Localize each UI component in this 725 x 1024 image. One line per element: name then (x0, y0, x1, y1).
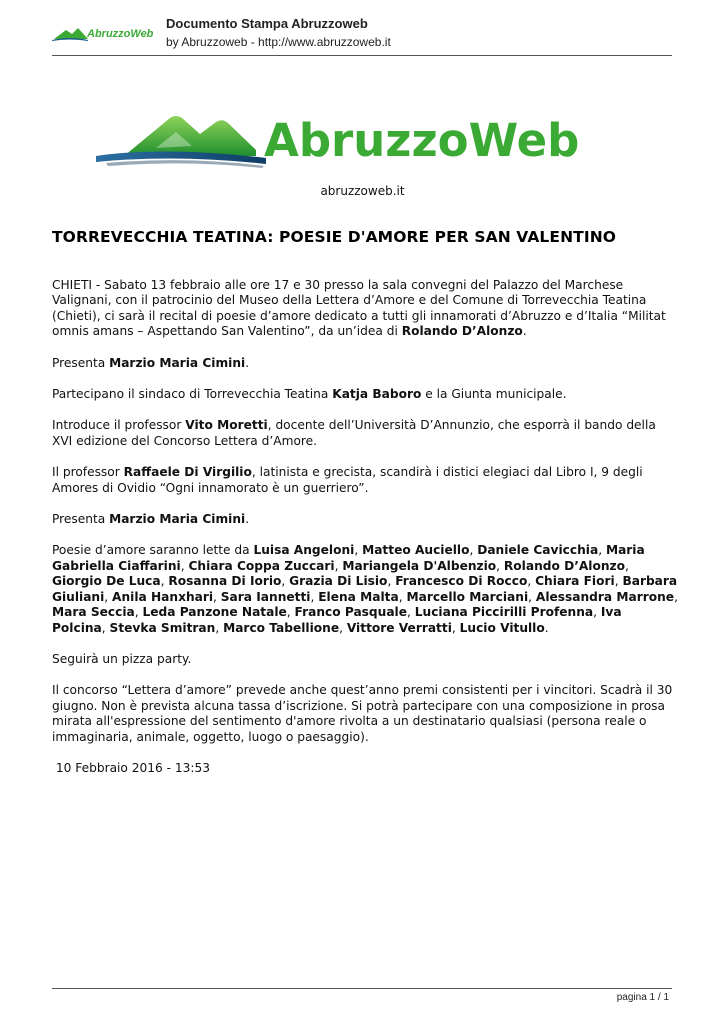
reader-name: Sara Iannetti (220, 589, 311, 604)
paragraph-contest: Il concorso “Lettera d’amore” prevede anche quest’anno premi consistenti per i vincitori. Scadrà il 30 giugno. Non è prevista alcuna tassa d’iscrizione. Si potrà partecipare con una composizione in prosa mirata all'espressione del sentimento d'amore rivolta a un destinatario qualsiasi (persona reale o immaginaria, animale, oggetto, luogo o paesaggio). (52, 683, 673, 744)
reader-name: Alessandra Marrone (535, 589, 675, 604)
small-logo-text: AbruzzoWeb (87, 28, 154, 40)
article-title: TORREVECCHIA TEATINA: POESIE D'AMORE PER SAN VALENTINO (52, 228, 617, 246)
reader-name: Leda Panzone Natale (142, 605, 287, 620)
page-number: pagina 1 / 1 (616, 992, 669, 1003)
publication-date: 10 Febbraio 2016 - 13:53 (52, 760, 211, 775)
reader-name: Franco Pasquale (294, 605, 407, 620)
reader-name: Barbara Giuliani (52, 574, 678, 604)
logo-text: AbruzzoWeb (264, 114, 580, 167)
reader-name: Maria Gabriella Ciaffarini (52, 543, 645, 573)
reader-name: Rosanna Di Iorio (168, 574, 282, 589)
paragraph-pizza: Seguirà un pizza party. (52, 651, 192, 666)
reader-name: Stevka Smitran (109, 620, 216, 635)
paragraph-readers: Poesie d’amore saranno lette da Luisa Angeloni, Matteo Auciello, Daniele Cavicchia, Maria Gabriella Ciaffarini, Chiara Coppa Zuccari, Mariangela D'Albenzio, Rolando D’Alonzo, Giorgio De Luca, Rosanna Di Iorio, Grazia Di Lisio, Francesco Di Rocco, Chiara Fiori, Barbara Giuliani, Anila Hanxhari, Sara Iannetti, Elena Malta, Marcello Marciani, Alessandra Marrone, Mara Seccia, Leda Panzone Natale, Franco Pasquale, Luciana Piccirilli Profenna, Iva Polcina, Stevka Smitran, Marco Tabellione, Vittore Verratti, Lucio Vitullo. (52, 543, 678, 635)
site-url: abruzzoweb.it (320, 184, 405, 198)
reader-name: Grazia Di Lisio (289, 574, 388, 589)
footer-divider (52, 988, 672, 989)
reader-name: Anila Hanxhari (112, 589, 214, 604)
header-divider (52, 55, 672, 56)
paragraph-participants: Partecipano il sindaco di Torrevecchia Teatina Katja Baboro e la Giunta municipale. (52, 387, 567, 402)
reader-name: Luciana Piccirilli Profenna (414, 605, 594, 620)
reader-name: Giorgio De Luca (52, 574, 161, 589)
paragraph-presenter-2: Presenta Marzio Maria Cimini. (52, 512, 250, 527)
reader-name: Mariangela D'Albenzio (342, 558, 497, 573)
paragraph-intro: CHIETI - Sabato 13 febbraio alle ore 17 e 30 presso la sala convegni del Palazzo del Marchese Valignani, con il patrocinio del Museo della Lettera d’Amore e del Comune di Torrevecchia Teatina (Chieti), ci sarà il recital di poesie d’amore dedicato a tutti gli innamorati d’Abruzzo e d’Italia “Militat omnis amans – Aspettando San Valentino”, da un’idea di Rolando D’Alonzo. (52, 278, 666, 339)
paragraph-introduction: Introduce il professor Vito Moretti, docente dell’Università D’Annunzio, che esporrà il bando della XVI edizione del Concorso Lettera d’Amore. (52, 418, 656, 448)
reader-name: Vittore Verratti (346, 620, 452, 635)
abruzzoweb-small-logo (52, 22, 156, 44)
reader-name: Mara Seccia (52, 605, 135, 620)
reader-name: Matteo Auciello (362, 543, 470, 558)
reader-name: Chiara Coppa Zuccari (188, 558, 335, 573)
reader-name: Marco Tabellione (223, 620, 340, 635)
article-body (52, 278, 678, 792)
reader-name: Chiara Fiori (535, 574, 615, 589)
paragraph-professor: Il professor Raffaele Di Virgilio, latinista e grecista, scandirà i distici elegiaci dal Libro I, 9 degli Amores di Ovidio “Ogni innamorato è un guerriero”. (52, 465, 643, 495)
document-header-subtitle: by Abruzzoweb - http://www.abruzzoweb.it (166, 35, 391, 49)
reader-name: Marcello Marciani (406, 589, 529, 604)
reader-name: Lucio Vitullo (459, 620, 545, 635)
reader-name: Daniele Cavicchia (477, 543, 599, 558)
reader-name: Luisa Angeloni (253, 543, 355, 558)
reader-name: Iva Polcina (52, 605, 622, 635)
document-header-title: Documento Stampa Abruzzoweb (166, 16, 368, 31)
reader-name: Francesco Di Rocco (395, 574, 528, 589)
paragraph-presenter: Presenta Marzio Maria Cimini. (52, 355, 250, 370)
reader-name: Elena Malta (318, 589, 399, 604)
reader-name: Rolando D’Alonzo (503, 558, 625, 573)
abruzzoweb-logo (96, 106, 606, 172)
